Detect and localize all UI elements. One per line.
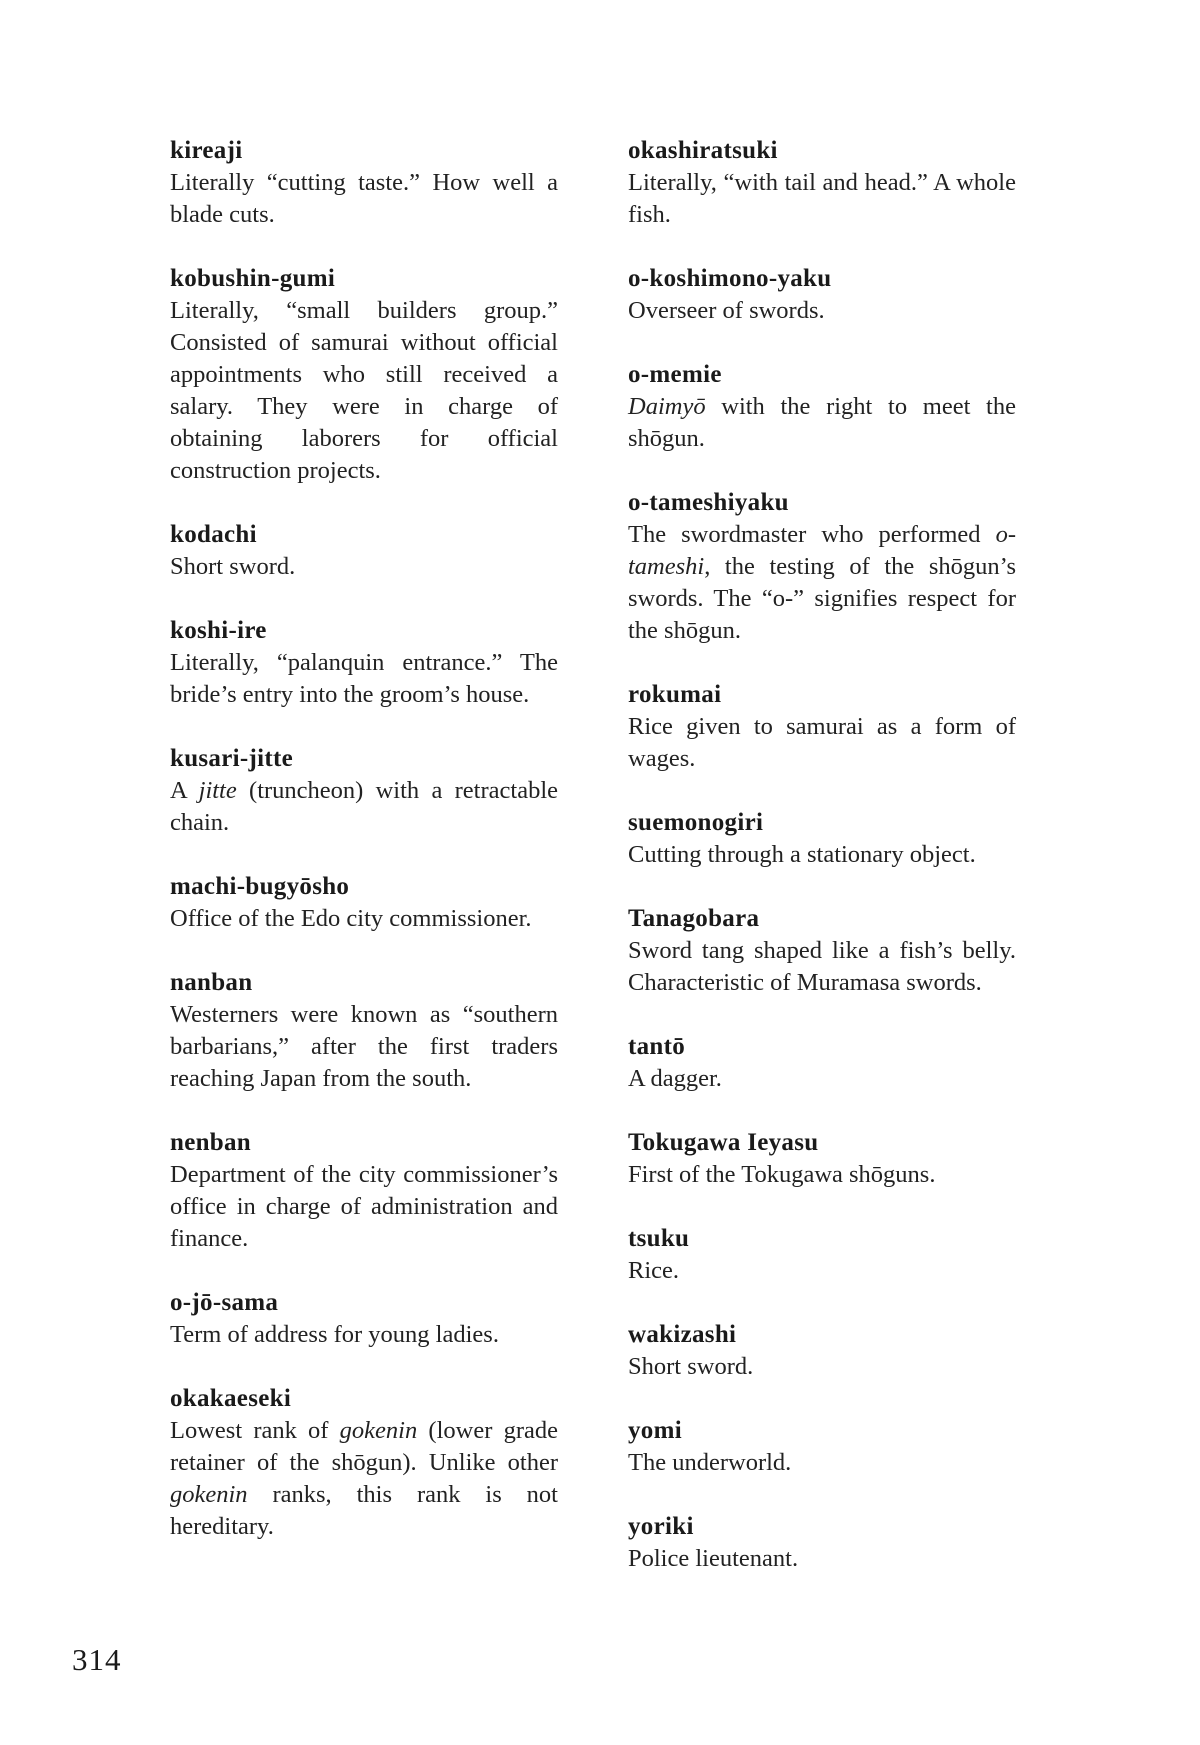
glossary-definition: The underworld. [628,1449,792,1476]
glossary-term: yoriki [628,1513,694,1540]
glossary-term: tantō [628,1033,686,1060]
glossary-definition: Literally, “palanquin entrance.” The bride’s entry into the groom’s house. [170,649,558,708]
glossary-entry-tokugawa-ieyasu [628,1127,1016,1191]
italic-term: jitte [198,777,237,804]
glossary-entry-suemonogiri [628,807,1016,871]
glossary-definition: Westerners were known as “southern barbarians,” after the first traders reaching Japan from the south. [170,1001,558,1092]
glossary-entry-koshi-ire [170,615,558,711]
glossary-entry-o-tameshiyaku [628,487,1016,647]
glossary-term: yomi [628,1417,682,1444]
glossary-term: kusari-jitte [170,745,294,772]
glossary-definition: A dagger. [628,1065,722,1092]
glossary-entry-o-koshimono-yaku [628,263,1016,327]
glossary-term: machi-bugyōsho [170,873,350,900]
glossary-definition: Literally, “with tail and head.” A whole fish. [628,169,1016,228]
glossary-definition: Rice given to samurai as a form of wages. [628,713,1016,772]
glossary-term: nenban [170,1129,252,1156]
glossary-term: Tanagobara [628,905,760,932]
glossary-definition: Literally, “small builders group.” Consisted of samurai without official appointments who still received a salary. They were in charge of obtaining laborers for official construction projects. [170,297,558,484]
glossary-entry-nenban [170,1127,558,1255]
glossary-entry-o-jo-sama [170,1287,558,1351]
glossary-entry-nanban [170,967,558,1095]
glossary-definition: Overseer of swords. [628,297,825,324]
glossary-term: nanban [170,969,253,996]
glossary-definition: Office of the Edo city commissioner. [170,905,532,932]
italic-term: o-tameshi [628,521,1016,580]
glossary-term: koshi-ire [170,617,267,644]
glossary-term: tsuku [628,1225,690,1252]
glossary-term: suemonogiri [628,809,764,836]
glossary-term: kodachi [170,521,257,548]
glossary-definition: Lowest rank of gokenin (lower grade retainer of the shōgun). Unlike other gokenin ranks, this rank is not hereditary. [170,1417,558,1540]
glossary-entry-tanto [628,1031,1016,1095]
glossary-entry-machi-bugyosho [170,871,558,935]
glossary-definition: Term of address for young ladies. [170,1321,499,1348]
glossary-entry-rokumai [628,679,1016,775]
glossary-definition: The swordmaster who performed o-tameshi, the testing of the shōgun’s swords. The “o-” signifies respect for the shōgun. [628,521,1016,644]
glossary-column-right [628,135,1016,1607]
glossary-definition: Short sword. [628,1353,754,1380]
glossary-definition: Rice. [628,1257,680,1284]
glossary-term: kireaji [170,137,243,164]
page-number: 314 [72,1642,122,1677]
glossary-definition: Sword tang shaped like a fish’s belly. Characteristic of Muramasa swords. [628,937,1016,996]
glossary-term: wakizashi [628,1321,737,1348]
glossary-term: kobushin-gumi [170,265,336,292]
glossary-entry-okashiratsuki [628,135,1016,231]
glossary-entry-tanagobara [628,903,1016,999]
glossary-entry-yoriki [628,1511,1016,1575]
glossary-term: o-tameshiyaku [628,489,789,516]
glossary-entry-wakizashi [628,1319,1016,1383]
glossary-entry-yomi [628,1415,1016,1479]
glossary-term: okashiratsuki [628,137,778,164]
glossary-definition: Literally “cutting taste.” How well a blade cuts. [170,169,558,228]
glossary-entry-o-memie [628,359,1016,455]
glossary-definition: First of the Tokugawa shōguns. [628,1161,936,1188]
glossary-entry-tsuku [628,1223,1016,1287]
glossary-term: okakaeseki [170,1385,292,1412]
glossary-definition: Daimyō with the right to meet the shōgun. [628,393,1016,452]
italic-term: Daimyō [628,393,706,420]
glossary-definition: Department of the city commissioner’s office in charge of administration and finance. [170,1161,558,1252]
glossary-definition: Short sword. [170,553,296,580]
glossary-term: rokumai [628,681,722,708]
glossary-definition: Cutting through a stationary object. [628,841,976,868]
glossary-entry-kireaji [170,135,558,231]
glossary-entry-kusari-jitte [170,743,558,839]
glossary-term: o-memie [628,361,722,388]
glossary-term: Tokugawa Ieyasu [628,1129,819,1156]
glossary-entry-kodachi [170,519,558,583]
glossary-entry-kobushin-gumi [170,263,558,487]
glossary-definition: A jitte (truncheon) with a retractable chain. [170,777,558,836]
italic-term: gokenin [170,1481,248,1508]
glossary-term: o-koshimono-yaku [628,265,832,292]
glossary-term: o-jō-sama [170,1289,279,1316]
glossary-column-left [170,135,558,1575]
italic-term: gokenin [339,1417,418,1444]
glossary-entry-okakaeseki [170,1383,558,1543]
glossary-definition: Police lieutenant. [628,1545,799,1572]
